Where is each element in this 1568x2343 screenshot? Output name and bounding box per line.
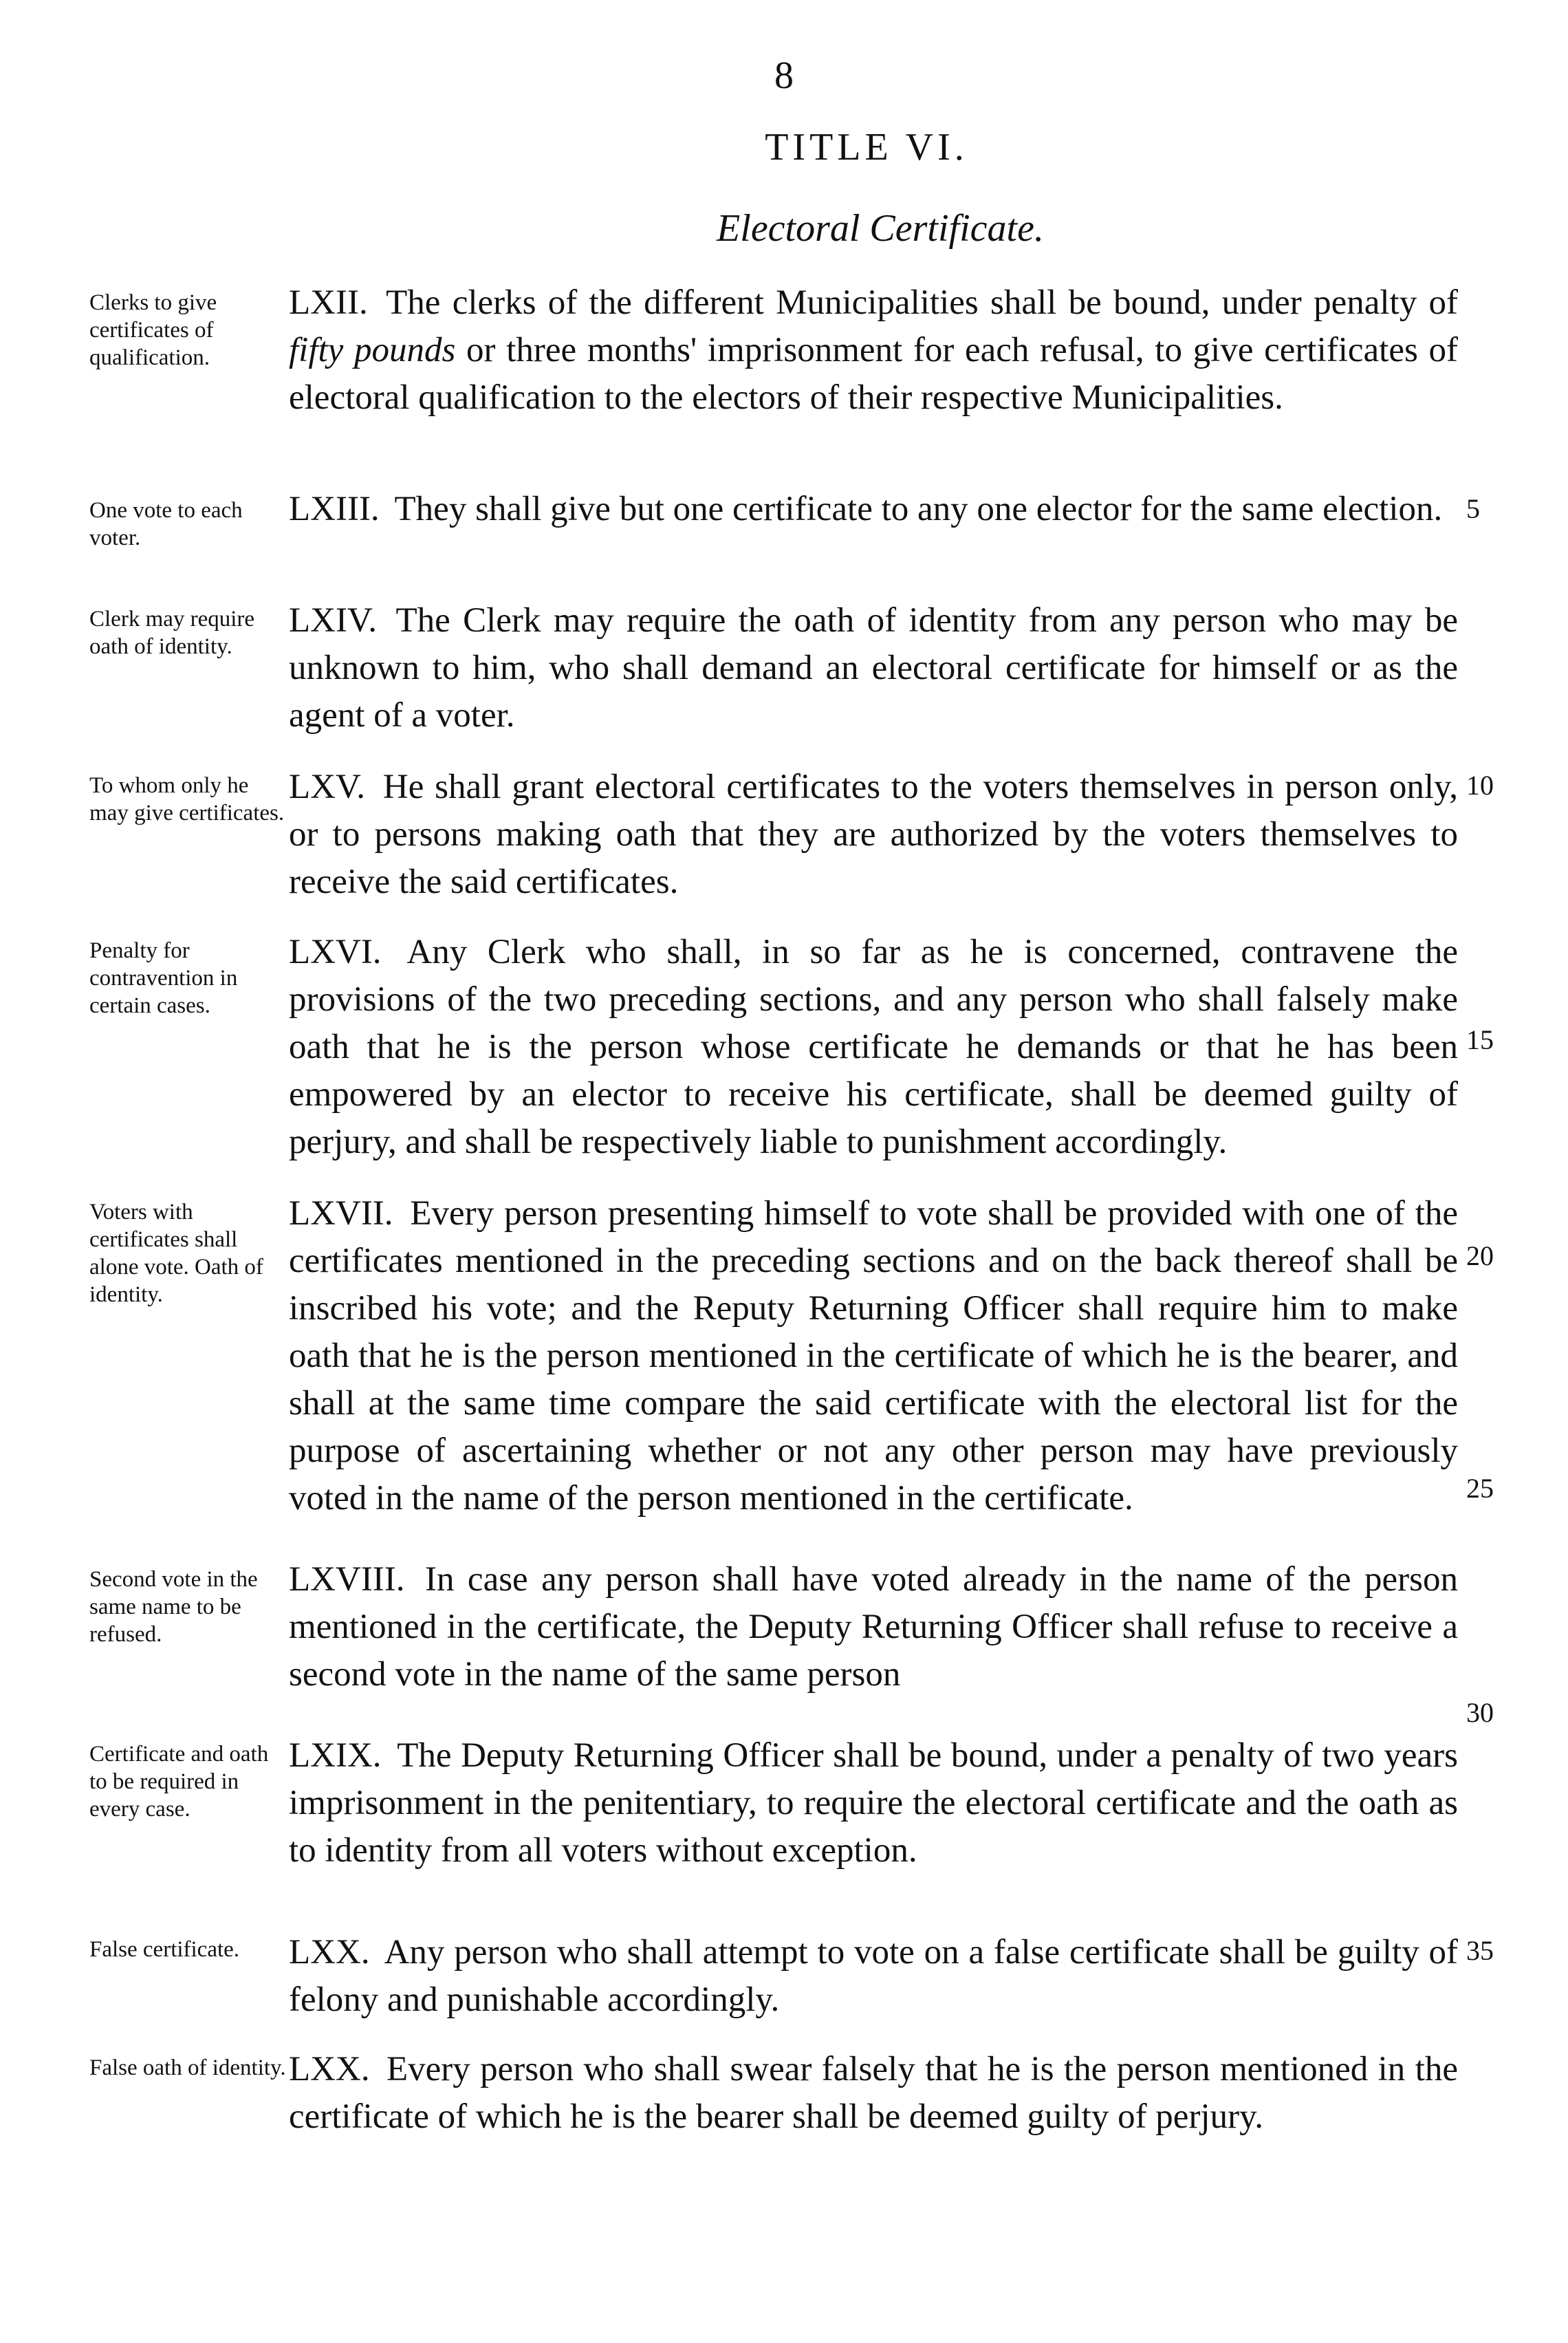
margin-note: To whom only he may give certificates. xyxy=(89,773,285,825)
margin-note: Penalty for contravention in certain cases. xyxy=(89,938,238,1018)
subtitle-heading: Electoral Certificate. xyxy=(717,207,1044,250)
section-number: LXX. xyxy=(289,1933,370,1972)
section-text-italic: fifty pounds xyxy=(289,331,456,369)
section-text-part: He shall grant electoral certificates to the voters themselves in person only, or to persons making oath that they are authorized by the voters themselves to receive the said certificates. xyxy=(289,768,1458,901)
section-text xyxy=(289,929,1458,1166)
margin-note: Clerk may require oath of identity. xyxy=(89,607,255,659)
margin-note: Certificate and oath to be required in every case. xyxy=(89,1742,269,1822)
section-text xyxy=(289,2046,1458,2141)
section-number: LXIX. xyxy=(289,1736,382,1775)
margin-note: False oath of identity. xyxy=(89,2055,286,2080)
section-text-part: Every person who shall swear falsely that he is the person mentioned in the certificate of which he is the bearer shall be deemed guilty of perjury. xyxy=(289,2050,1459,2136)
line-number: 5 xyxy=(1466,493,1480,524)
section-text xyxy=(289,597,1458,739)
section-text xyxy=(289,764,1458,906)
section-number: LXIII. xyxy=(289,490,380,528)
section-text xyxy=(289,1929,1458,2024)
section-number: LXVIII. xyxy=(289,1560,405,1599)
section-text xyxy=(289,1190,1458,1522)
section-number: LXVII. xyxy=(289,1194,393,1233)
margin-note: False certificate. xyxy=(89,1937,240,1962)
section-text xyxy=(289,1732,1458,1875)
section-text xyxy=(289,486,1458,533)
section-number: LXX. xyxy=(289,2050,370,2088)
page-number: 8 xyxy=(774,54,794,97)
section-text-part: The clerks of the different Municipalities shall be bound, under penalty of xyxy=(386,283,1458,322)
margin-note: Second vote in the same name to be refused. xyxy=(89,1567,258,1647)
section-text-part: The Deputy Returning Officer shall be bound, under a penalty of two years imprisonment in the penitentiary, to require the electoral certificate and the oath as to identity from all voters without exception. xyxy=(289,1736,1458,1870)
line-number: 35 xyxy=(1466,1935,1494,1966)
title-heading: TITLE VI. xyxy=(765,126,968,169)
section-text-part: Any Clerk who shall, in so far as he is concerned, contravene the provisions of the two preceding sections, and any person who shall falsely make oath that he is the person whose certificate he demands or that he has been empowered by an elector to receive his certificate, shall be deemed guilty of perjury, and shall be respectively liable to punishment accordingly. xyxy=(289,933,1459,1161)
margin-note: Voters with certificates shall alone vote. Oath of identity. xyxy=(89,1200,263,1307)
margin-note: One vote to each voter. xyxy=(89,498,243,550)
margin-note: Clerks to give certificates of qualification. xyxy=(89,290,217,370)
line-number: 30 xyxy=(1466,1697,1494,1728)
section-text xyxy=(289,1556,1458,1698)
section-text-part: The Clerk may require the oath of identity from any person who may be unknown to him, who shall demand an electoral certificate for himself or as the agent of a voter. xyxy=(289,601,1458,735)
line-number: 20 xyxy=(1466,1240,1494,1271)
section-text-part: Every person presenting himself to vote shall be provided with one of the certificates mentioned in the preceding sections and on the back thereof shall be inscribed his vote; and the Reputy Returning Officer shall require him to make oath that he is the person mentioned in the certificate of which he is the bearer, and shall at the same time compare the said certificate with the electoral list for the purpose of ascertaining whether or not any other person may have previously voted in the name of the person mentioned in the certificate. xyxy=(289,1194,1459,1518)
section-number: LXV. xyxy=(289,768,365,806)
line-number: 10 xyxy=(1466,770,1494,801)
section-number: LXII. xyxy=(289,283,368,322)
section-text-part: or three months' imprisonment for each refusal, to give certificates of electoral qualification to the electors of their respective Municipalities. xyxy=(289,331,1458,417)
section-text xyxy=(289,279,1458,422)
section-text-part: In case any person shall have voted already in the name of the person mentioned in the certificate, the Deputy Returning Officer shall refuse to receive a second vote in the name of the same person xyxy=(289,1560,1458,1694)
section-text-part: Any person who shall attempt to vote on a false certificate shall be guilty of felony and punishable accordingly. xyxy=(289,1933,1458,2019)
line-number: 15 xyxy=(1466,1024,1494,1055)
section-number: LXIV. xyxy=(289,601,377,640)
section-number: LXVI. xyxy=(289,933,382,971)
line-number: 25 xyxy=(1466,1473,1494,1504)
section-text-part: They shall give but one certificate to any one elector for the same election. xyxy=(394,490,1443,528)
